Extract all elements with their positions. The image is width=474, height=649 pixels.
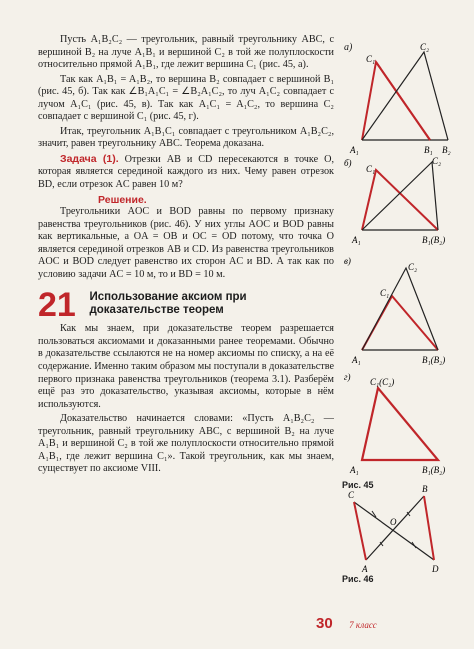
solution-paragraph: Треугольники AOC и BOD равны по первому признаку равенства треугольников (рис. 46). У них углы AOC и BOD равны как вертикальные, а OA = OB и OC = OD потому, что точка O является серединой отрезков AB и CD. Из равенства треугольников AOC и BOD следует равенство их сторон AC и BD. А так как по условию задачи AC = 10 м, то и BD = 10 м.	[38, 206, 334, 280]
task-text: Отрезки AB и CD пересекаются в точке O, которая является серединой каждого из них. Чему равен отрезок BD, если отрезок AC равен 10 м?	[38, 153, 335, 191]
fig-v-c2: C₂	[408, 262, 418, 272]
fig-g-b1b2: B₁(B₂)	[422, 465, 446, 475]
page-number: 30	[316, 615, 333, 632]
section-header	[38, 286, 334, 325]
fig-b-a1: A₁	[352, 235, 361, 245]
fig-a-b1: B₁	[424, 145, 433, 155]
fig45-caption: Рис. 45	[342, 480, 374, 490]
figures-column	[340, 40, 470, 600]
task-label: Задача (1).	[60, 152, 119, 165]
fig46-a: A	[362, 564, 368, 574]
fig-b-c2: C₂	[432, 156, 442, 166]
fig46-c: C	[348, 490, 355, 500]
task-paragraph	[38, 153, 334, 192]
fig46-o: O	[390, 517, 397, 527]
fig46-d: D	[432, 564, 439, 574]
fig46-caption: Рис. 46	[342, 574, 374, 584]
fig-v-c1: C₁	[380, 288, 390, 298]
fig-v-b1b2: B₁(B₂)	[422, 355, 446, 365]
fig-g-a1: A₁	[350, 465, 359, 475]
figure-g-label: г)	[344, 372, 351, 382]
paragraph-3: Итак, треугольник A₁B₁C₁ совпадает с треугольником A₁B₂C₂, значит, равен треугольнику ABC. Теорема доказана.	[38, 125, 334, 150]
figure-v-label: в)	[344, 256, 351, 266]
fig-a-b2: B₂	[442, 145, 451, 155]
fig-g-c1c2: C₁(C₂)	[370, 377, 395, 387]
figure-b-label: б)	[344, 158, 352, 168]
fig-b-c1: C₁	[366, 164, 376, 174]
fig46-b: B	[422, 484, 428, 494]
fig-v-a1: A₁	[352, 355, 361, 365]
page-footer	[316, 615, 377, 633]
section-number: 21	[38, 286, 76, 325]
fig-a-c2: C₂	[420, 42, 430, 52]
grade-label: 7 класс	[349, 620, 377, 630]
solution-label: Решение.	[98, 193, 147, 206]
paragraph-6: Доказательство начинается словами: «Пусть A₁B₂C₂ — треугольник, равный треугольнику ABC, с вершиной B₂ на луче A₁B₁ и вершиной C₂ в той же полуплоскости относительно прямой A₁B₁, где лежит вершина C₁». Такой треугольник, как мы знаем, существует по аксиоме VIII.	[38, 413, 334, 475]
paragraph-2: Так как A₁B₁ = A₁B₂, то вершина B₂ совпадает с вершиной B₁ (рис. 45, б). Так как ∠B₁A₁C₁ = ∠B₂A₁C₂, то луч A₁C₂ совпадает с лучом A₁C₁ (рис. 45, в). Так как A₁C₁ = A₁C₂, то вершина C₂ совпадает с вершиной C₁ (рис. 45, г).	[38, 73, 334, 123]
figure-a-label: а)	[344, 42, 353, 53]
text-column	[38, 34, 334, 476]
paragraph-1: Пусть A₁B₂C₂ — треугольник, равный треугольнику ABC, с вершиной B₂ на луче A₁B₁ и вершиной C₂ в той же полуплоскости относительно прямой A₁B₁, где лежит вершина C₁ (рис. 45, а).	[38, 34, 334, 71]
fig-a-c1: C₁	[366, 54, 376, 64]
fig-b-b1b2: B₁(B₂)	[422, 235, 446, 245]
fig-a-a1: A₁	[350, 145, 359, 155]
section-title: Использование аксиом при доказательстве теорем	[89, 291, 247, 317]
figures-drawing	[340, 40, 470, 600]
paragraph-5: Как мы знаем, при доказательстве теорем разрешается пользоваться аксиомами и доказанными ранее теоремами. Обычно в доказательстве ссылаются не на номер аксиомы по списку, а на её содержание. Именно таким образом мы поступали в доказательстве первого признака равенства треугольников (теорема 3.1). Разберём ещё раз это доказательство, указывая аксиомы, которые в нём используются.	[38, 323, 334, 410]
